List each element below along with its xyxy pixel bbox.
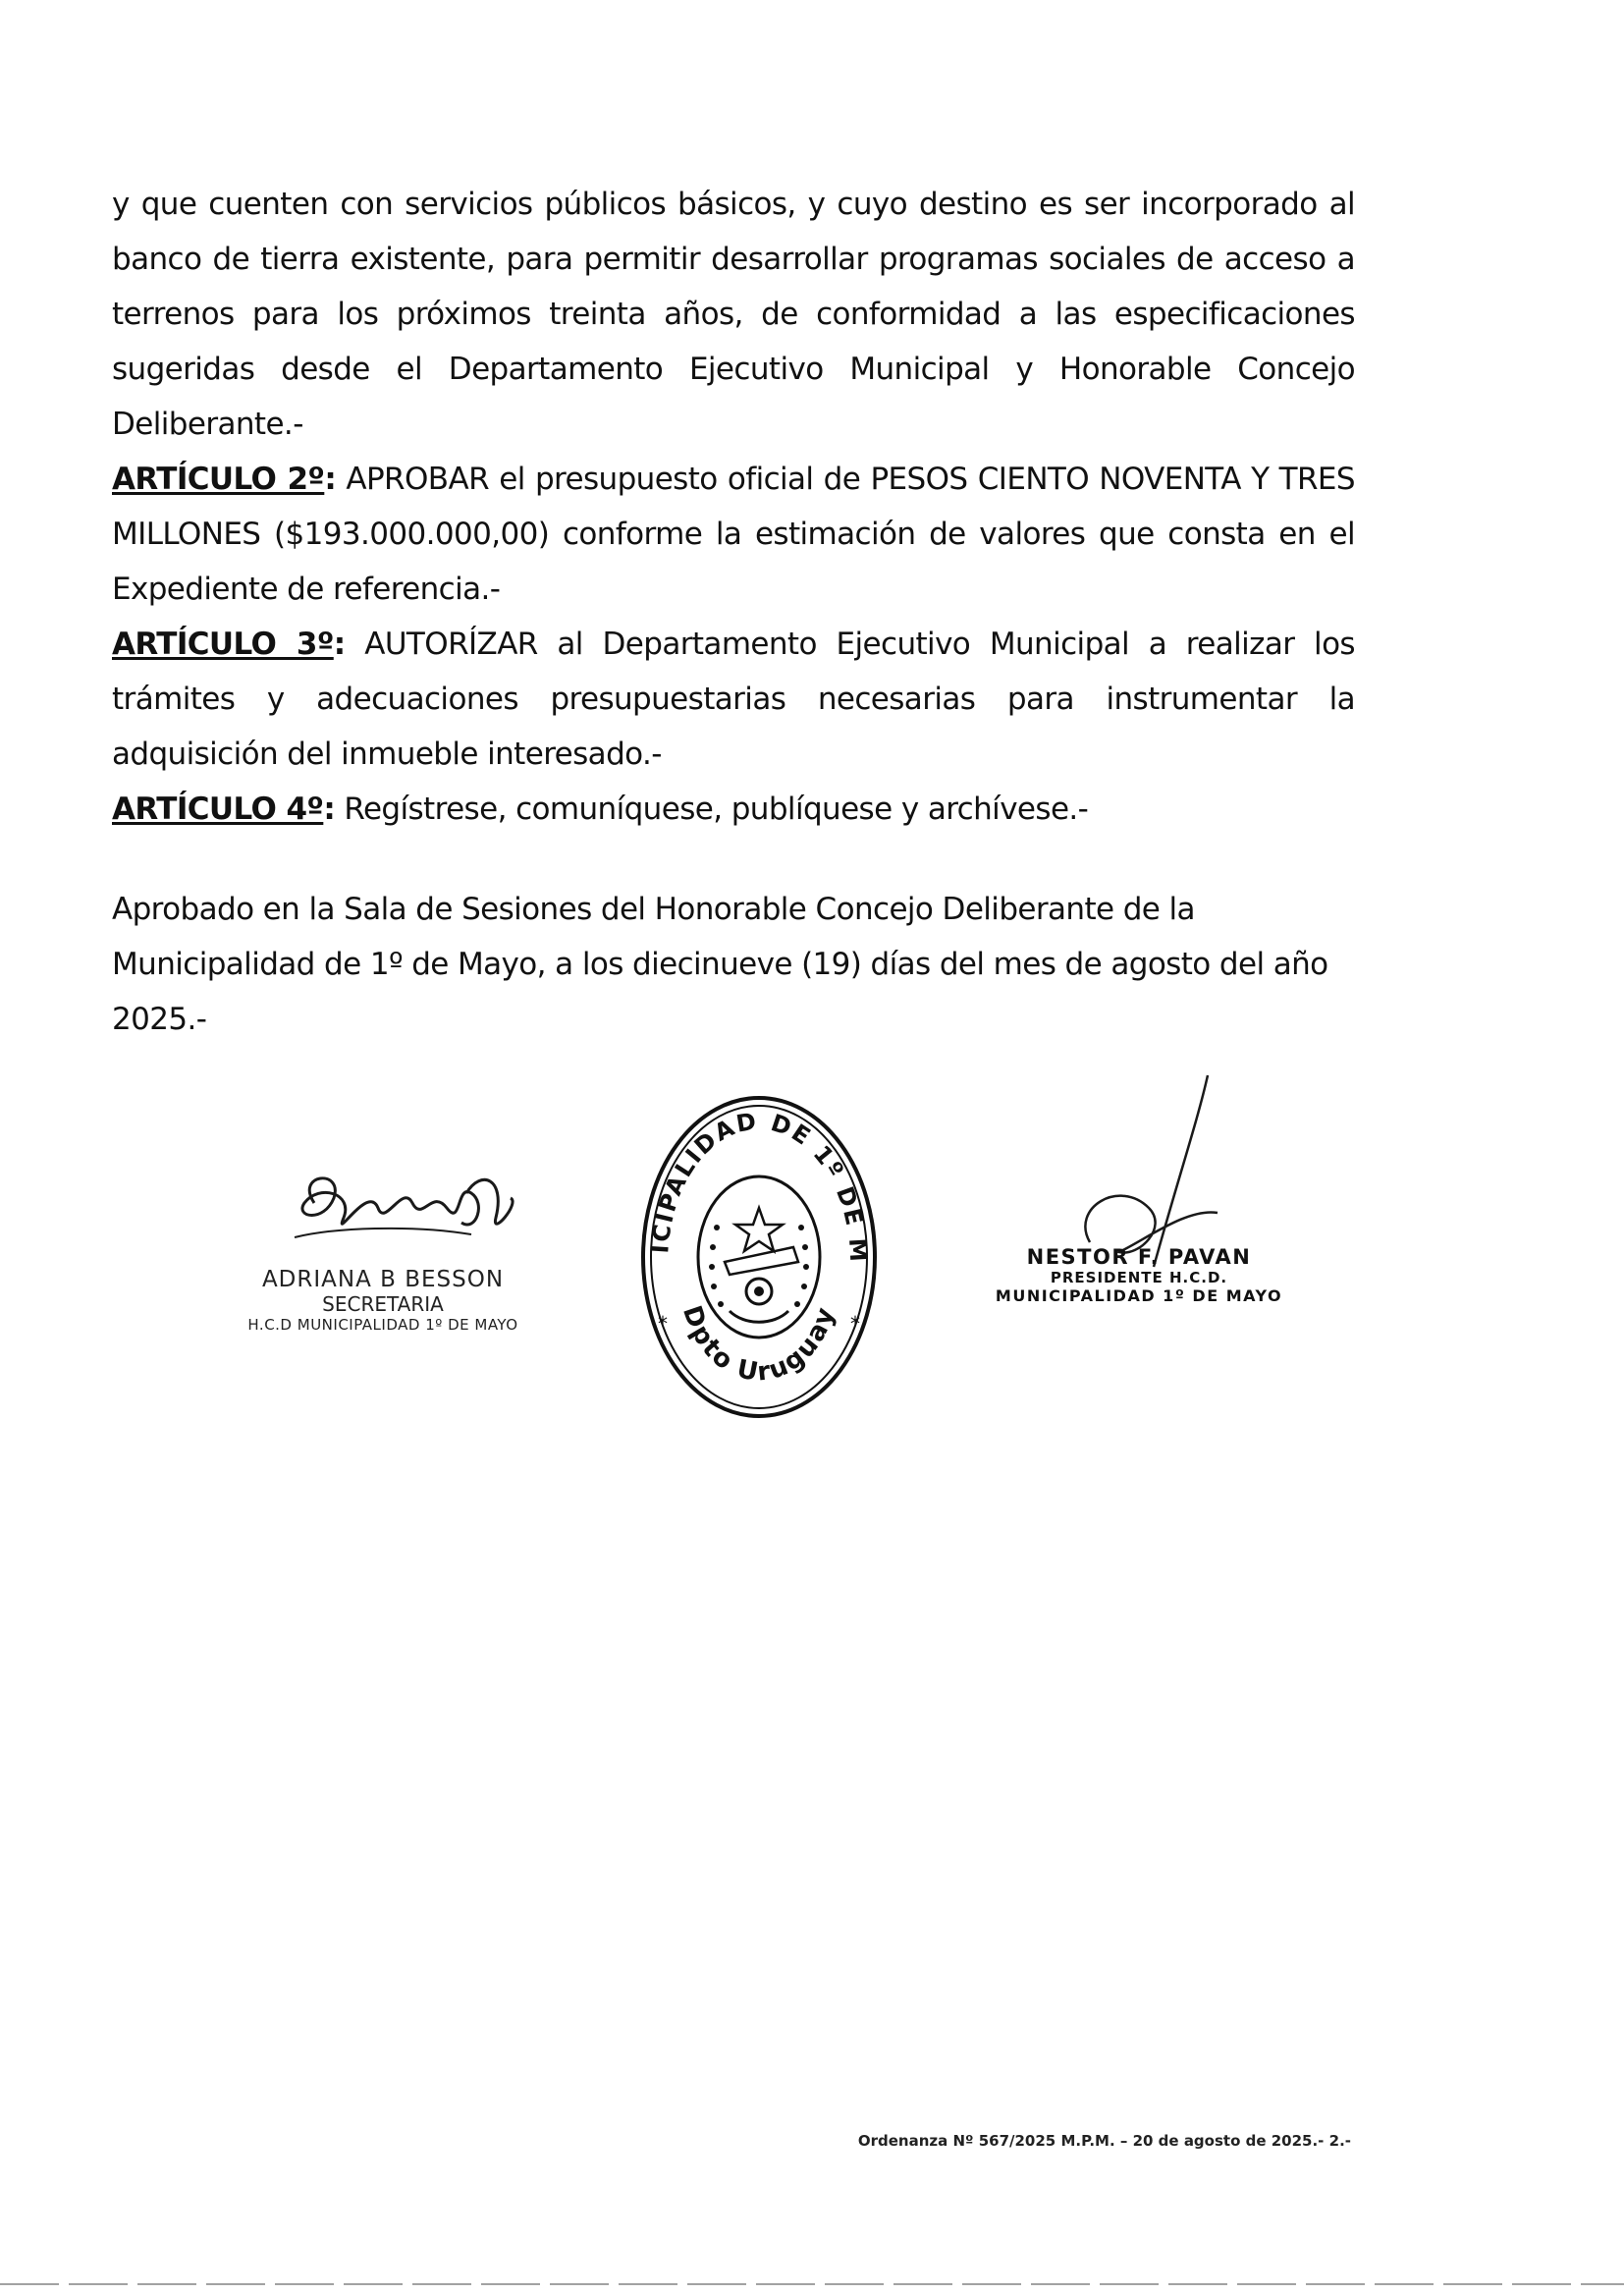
continuation-paragraph: y que cuenten con servicios públicos básicos, y cuyo destino es ser incorporado al banco de tierra existente, para permitir desarrollar programas sociales de acceso a terrenos para los próximos treinta años, de conformidad a las especificaciones sugeridas desde el Departamento Ejecutivo Municipal y Honorable Concejo Deliberante.-	[112, 187, 1355, 442]
article-4	[112, 782, 1355, 837]
article-2	[112, 452, 1355, 617]
seal-bottom-text: Dpto Uruguay	[676, 1301, 841, 1389]
svg-text:Dpto Uruguay	[677, 1302, 841, 1388]
signatory-right-role: PRESIDENTE H.C.D.	[1050, 1269, 1228, 1286]
article-4-text: Regístrese, comuníquese, publíquese y archívese.-	[335, 792, 1089, 827]
seal-top-text: MUNICIPALIDAD DE 1º DE MAYO	[623, 1068, 873, 1265]
municipal-seal	[623, 1068, 882, 1424]
svg-text:*: *	[658, 1312, 668, 1336]
article-3-label: ARTÍCULO 3º	[112, 627, 334, 662]
article-2-label: ARTÍCULO 2º	[112, 462, 325, 497]
signature-right	[977, 1245, 1301, 1305]
signatory-right-org: MUNICIPALIDAD 1º DE MAYO	[995, 1286, 1283, 1305]
ordinance-body	[112, 177, 1355, 837]
article-2-colon: :	[324, 462, 337, 497]
article-4-colon: :	[323, 792, 336, 827]
signatory-left-name: ADRIANA B BESSON	[261, 1267, 505, 1292]
article-3-text: AUTORÍZAR al Departamento Ejecutivo Municipal a realizar los trámites y adecuaciones presupuestarias necesarias para instrumentar la adquisición del inmueble interesado.-	[112, 627, 1355, 772]
signatory-left-role: SECRETARIA	[322, 1292, 444, 1316]
article-2-text: APROBAR el presupuesto oficial de PESOS CIENTO NOVENTA Y TRES MILLONES ($193.000.000,00) conforme la estimación de valores que consta en el Expediente de referencia.-	[112, 462, 1355, 607]
signatory-right-name: NESTOR F. PAVAN	[1026, 1245, 1252, 1269]
signatory-left-org: H.C.D MUNICIPALIDAD 1º DE MAYO	[247, 1316, 518, 1334]
article-4-label: ARTÍCULO 4º	[112, 792, 324, 827]
article-3-colon: :	[333, 627, 346, 662]
scan-edge-rule	[0, 2283, 1624, 2285]
svg-text:*: *	[850, 1312, 860, 1336]
approval-paragraph: Aprobado en la Sala de Sesiones del Honorable Concejo Deliberante de la Municipalidad de 1º de Mayo, a los diecinueve (19) días del mes de agosto del año 2025.-	[112, 892, 1328, 1037]
article-3	[112, 617, 1355, 782]
signature-left	[236, 1159, 530, 1334]
page-footer: Ordenanza Nº 567/2025 M.P.M. – 20 de agosto de 2025.- 2.-	[857, 2132, 1351, 2150]
